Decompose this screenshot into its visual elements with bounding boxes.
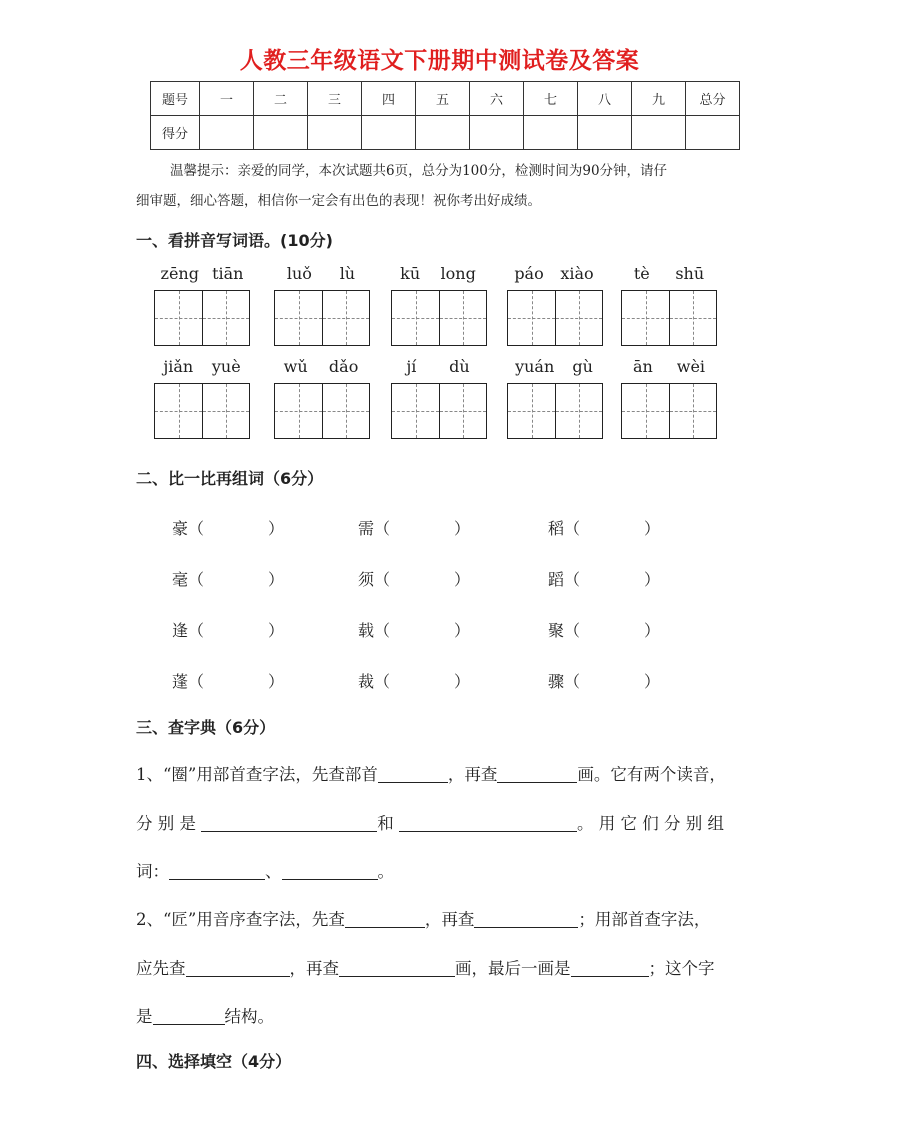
page-title: 人教三年级语文下册期中测试卷及答案 <box>239 48 640 74</box>
answer-blank[interactable] <box>339 958 455 977</box>
writing-grid[interactable] <box>621 290 717 346</box>
question-2-line-3: 是 结构。 <box>136 1007 274 1026</box>
compare-item[interactable]: 逢（ ） <box>172 621 285 640</box>
column-4: 四 <box>362 82 416 116</box>
answer-blank[interactable] <box>186 958 290 977</box>
question-2-line-2: 应先查 ，再查 画，最后一画是 ；这个字 <box>136 959 715 978</box>
pinyin-7: wǔ dǎo <box>283 357 359 376</box>
column-7: 七 <box>524 82 578 116</box>
pinyin-6: jiǎn yuè <box>163 357 241 376</box>
answer-blank[interactable] <box>169 861 265 880</box>
writing-grid[interactable] <box>274 383 370 439</box>
answer-blank[interactable] <box>153 1006 225 1025</box>
section-4-heading: 四、选择填空（4分） <box>136 1052 292 1071</box>
score-cell[interactable] <box>254 116 308 150</box>
writing-grid[interactable] <box>391 383 487 439</box>
compare-item[interactable]: 稻（ ） <box>548 519 661 538</box>
writing-grid[interactable] <box>274 290 370 346</box>
column-6: 六 <box>470 82 524 116</box>
tip-line-2: 细审题，细心答题，相信你一定会有出色的表现！祝你考出好成绩。 <box>136 193 541 209</box>
column-2: 二 <box>254 82 308 116</box>
question-1-line-3: 词： 、 。 <box>136 862 394 881</box>
score-cell[interactable] <box>416 116 470 150</box>
compare-item[interactable]: 蓬（ ） <box>172 672 285 691</box>
answer-blank[interactable] <box>399 813 577 832</box>
pinyin-4: páo xiào <box>514 264 594 283</box>
answer-blank[interactable] <box>571 958 649 977</box>
answer-blank[interactable] <box>345 909 425 928</box>
compare-item[interactable]: 需（ ） <box>358 519 471 538</box>
answer-blank[interactable] <box>497 764 577 783</box>
score-cell[interactable] <box>578 116 632 150</box>
pinyin-9: yuán gù <box>515 357 593 376</box>
column-total: 总分 <box>686 82 740 116</box>
compare-item[interactable]: 豪（ ） <box>172 519 285 538</box>
answer-blank[interactable] <box>474 909 578 928</box>
score-table-header-row <box>151 82 740 116</box>
score-cell[interactable] <box>362 116 416 150</box>
score-label: 得分 <box>151 116 200 150</box>
score-table <box>150 81 740 150</box>
question-1-line-1: 1、“圈”用部首查字法，先查部首 ，再查 画。它有两个读音， <box>136 765 726 784</box>
writing-grid[interactable] <box>507 290 603 346</box>
question-2-line-1: 2、“匠”用音序查字法，先查 ，再查 ；用部首查字法， <box>136 910 711 929</box>
compare-item[interactable]: 蹈（ ） <box>548 570 661 589</box>
section-3-heading: 三、查字典（6分） <box>136 718 276 737</box>
section-1-heading: 一、看拼音写词语。(10分) <box>136 231 333 250</box>
compare-item[interactable]: 载（ ） <box>358 621 471 640</box>
compare-item[interactable]: 聚（ ） <box>548 621 661 640</box>
column-5: 五 <box>416 82 470 116</box>
question-1-line-2: 分 别 是 和 。 用 它 们 分 别 组 <box>136 814 724 833</box>
section-2-heading: 二、比一比再组词（6分） <box>136 469 324 488</box>
score-cell[interactable] <box>686 116 740 150</box>
writing-grid[interactable] <box>154 290 250 346</box>
writing-grid[interactable] <box>621 383 717 439</box>
compare-item[interactable]: 须（ ） <box>358 570 471 589</box>
column-1: 一 <box>200 82 254 116</box>
column-9: 九 <box>632 82 686 116</box>
writing-grid[interactable] <box>507 383 603 439</box>
question-number-label: 题号 <box>151 82 200 116</box>
pinyin-5: tè shū <box>633 264 705 283</box>
answer-blank[interactable] <box>282 861 378 880</box>
writing-grid[interactable] <box>391 290 487 346</box>
tip-line-1: 温馨提示：亲爱的同学，本次试题共6页，总分为100分，检测时间为90分钟，请仔 <box>170 163 668 179</box>
pinyin-2: luǒ lù <box>286 264 356 283</box>
writing-grid[interactable] <box>154 383 250 439</box>
pinyin-8: jí dù <box>406 357 470 376</box>
answer-blank[interactable] <box>201 813 377 832</box>
column-8: 八 <box>578 82 632 116</box>
score-table-score-row <box>151 116 740 150</box>
pinyin-3: kū long <box>400 264 476 283</box>
pinyin-1: zēng tiān <box>160 264 244 283</box>
score-cell[interactable] <box>200 116 254 150</box>
compare-item[interactable]: 裁（ ） <box>358 672 471 691</box>
column-3: 三 <box>308 82 362 116</box>
score-cell[interactable] <box>470 116 524 150</box>
score-cell[interactable] <box>308 116 362 150</box>
score-cell[interactable] <box>524 116 578 150</box>
score-cell[interactable] <box>632 116 686 150</box>
answer-blank[interactable] <box>378 764 448 783</box>
compare-item[interactable]: 骤（ ） <box>548 672 661 691</box>
compare-item[interactable]: 毫（ ） <box>172 570 285 589</box>
pinyin-10: ān wèi <box>632 357 706 376</box>
